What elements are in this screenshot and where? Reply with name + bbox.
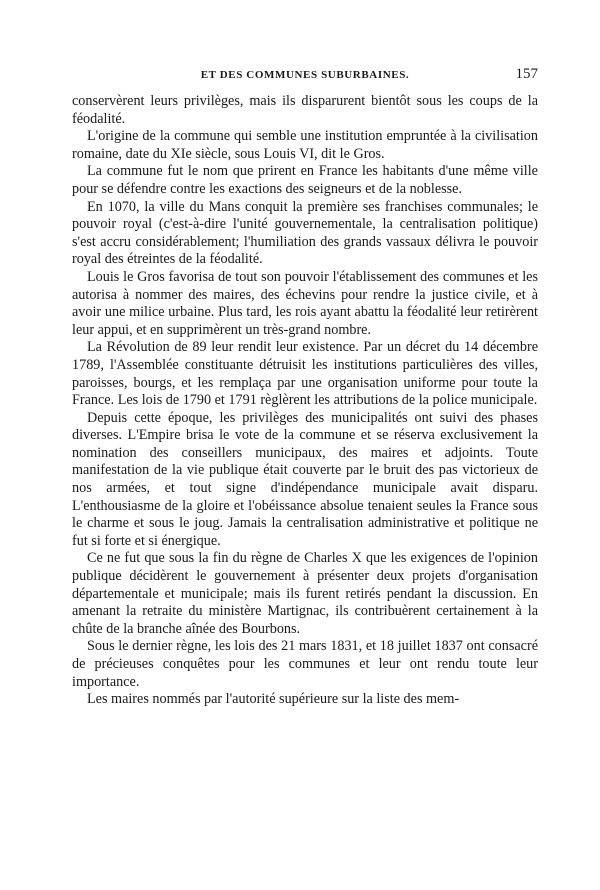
- paragraph: Sous le dernier règne, les lois des 21 mars 1831, et 18 juillet 1837 ont consacré de précieuses conquêtes pour les communes et leur ont rendu toute leur importance.: [72, 638, 538, 690]
- paragraph: En 1070, la ville du Mans conquit la première ses franchises communales; le pouvoir royal (c'est-à-dire l'unité gouvernementale, la centralisation politique) s'est accru considérablement; l'humiliation des grands vassaux délivra le pouvoir royal des étreintes de la féodalité.: [72, 198, 538, 268]
- body-text: [72, 93, 538, 709]
- paragraph: Depuis cette époque, les privilèges des municipalités ont suivi des phases diverses. L'Empire brisa le vote de la commune et se réserva exclusivement la nomination des conseillers municipaux, des maires et adjoints. Toute manifestation de la vie publique était couverte par le bruit des pas victorieux de nos armées, et tout signe d'indépendance municipale avait disparu. L'enthousiasme de la gloire et l'obéissance absolue tenaient seules la France sous le charme et sous le joug. Jamais la centralisation administrative et politique ne fut si forte et si énergique.: [72, 409, 538, 549]
- running-title: ET DES COMMUNES SUBURBAINES.: [200, 69, 410, 81]
- paragraph: Les maires nommés par l'autorité supérieure sur la liste des mem-: [87, 691, 460, 708]
- page-header: [72, 66, 538, 86]
- paragraph: La Révolution de 89 leur rendit leur existence. Par un décret du 14 décembre 1789, l'Assemblée constituante détruisit les institutions particulières des villes, paroisses, bourgs, et les remplaça par une organisation uniforme pour toute la France. Les lois de 1790 et 1791 règlèrent les attributions de la police municipale.: [72, 339, 538, 409]
- paragraph: Louis le Gros favorisa de tout son pouvoir l'établissement des communes et les autorisa à nommer des maires, des échevins pour rendre la justice civile, et à avoir une milice urbaine. Plus tard, les rois ayant abattu la féodalité leur retirèrent leur appui, et en supprimèrent un très-grand nombre.: [72, 268, 538, 338]
- paragraph: Ce ne fut que sous la fin du règne de Charles X que les exigences de l'opinion publique décidèrent le gouvernement à présenter deux projets d'organisation départementale et municipale; mais ils furent retirés pendant la discussion. En amenant la retraite du ministère Martignac, ils contribuèrent certainement à la chûte de la branche aînée des Bourbons.: [72, 550, 538, 637]
- paragraph: La commune fut le nom que prirent en France les habitants d'une même ville pour se défendre contre les exactions des seigneurs et de la noblesse.: [72, 163, 538, 197]
- page-number: 157: [515, 66, 538, 82]
- paragraph: L'origine de la commune qui semble une institution empruntée à la civilisation romaine, date du XIe siècle, sous Louis VI, dit le Gros.: [72, 128, 538, 162]
- paragraph: conservèrent leurs privilèges, mais ils disparurent bientôt sous les coups de la féodalité.: [72, 93, 538, 127]
